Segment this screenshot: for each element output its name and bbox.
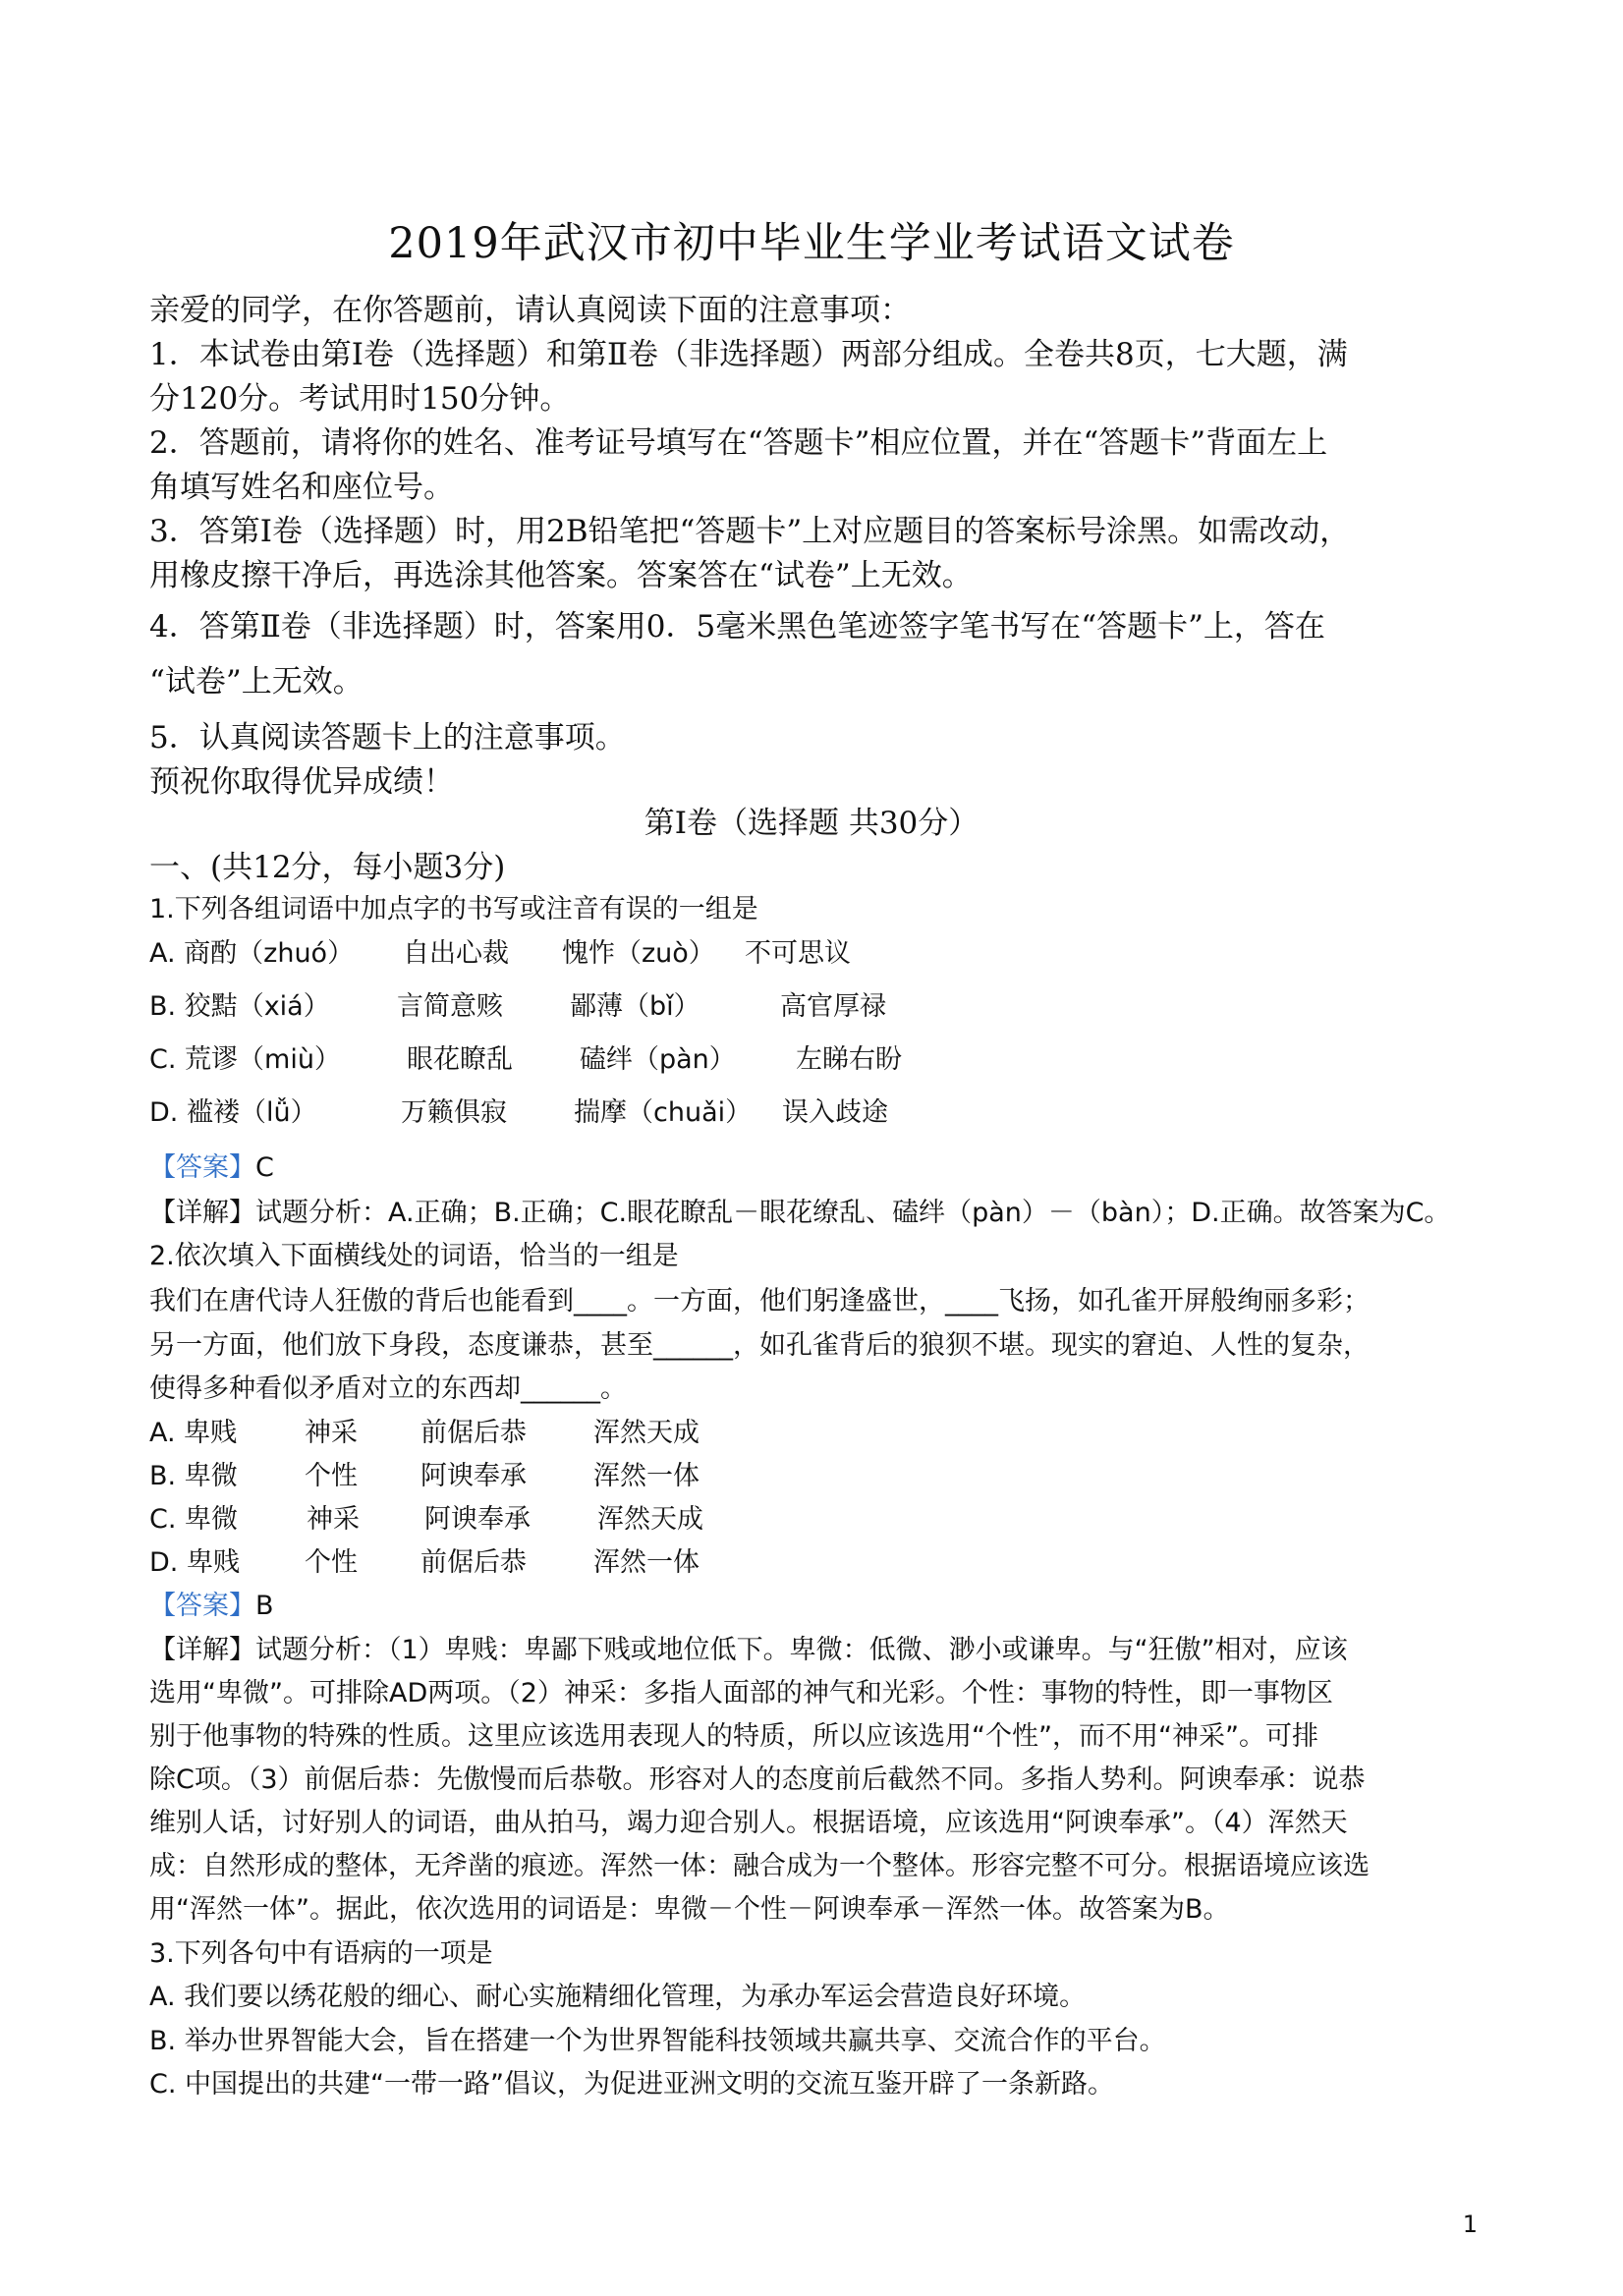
q1-option-d <box>149 1091 888 1129</box>
q2-detail-line-4: 除C项。（3）前倨后恭：先傲慢而后恭敬。形容对人的态度前后截然不同。多指人势利。阿谀奉承：说恭 <box>149 1764 1366 1795</box>
option-cell: 言简意赅 <box>397 991 503 1022</box>
q2-passage-line-3: 使得多种看似矛盾对立的东西却______。 <box>149 1373 627 1404</box>
option-cell: 鄙薄（bǐ） <box>570 991 700 1022</box>
answer-value: B <box>255 1591 274 1621</box>
notice-item-4a: 4．答第Ⅱ卷（非选择题）时，答案用0．5毫米黑色笔迹签字笔书写在“答题卡”上，答在 <box>149 609 1325 644</box>
q2-detail-line-1 <box>149 1628 1348 1666</box>
detail-text: 试题分析：（1）卑贱：卑鄙下贱或地位低下。卑微：低微、渺小或谦卑。与“狂傲”相对，应该 <box>255 1635 1348 1665</box>
option-cell: 愧怍（zuò） <box>562 938 715 969</box>
option-cell: 个性 <box>305 1461 358 1491</box>
answer-label: 【答案】 <box>149 1591 255 1621</box>
detail-label: 【详解】 <box>149 1198 255 1228</box>
option-cell: 神采 <box>307 1504 360 1535</box>
notice-item-5: 5．认真阅读答题卡上的注意事项。 <box>149 720 626 756</box>
notice-item-4b: “试卷”上无效。 <box>149 664 364 700</box>
option-cell: 浑然一体 <box>593 1547 700 1578</box>
notice-intro: 亲爱的同学，在你答题前，请认真阅读下面的注意事项： <box>149 293 911 328</box>
q1-stem: 1.下列各组词语中加点字的书写或注音有误的一组是 <box>149 894 758 924</box>
q1-option-b <box>149 984 886 1023</box>
q1-answer <box>149 1146 274 1184</box>
option-cell: A. 卑贱 <box>149 1418 238 1448</box>
detail-label: 【详解】 <box>149 1635 255 1665</box>
notice-item-3a: 3．答第Ⅰ卷（选择题）时，用2B铅笔把“答题卡”上对应题目的答案标号涂黑。如需改动， <box>149 514 1351 549</box>
option-cell: D. 卑贱 <box>149 1547 240 1578</box>
q2-detail-line-6: 成：自然形成的整体，无斧凿的痕迹。浑然一体：融合成为一个整体。形容完整不可分。根据语境应该选 <box>149 1851 1370 1881</box>
option-cell: 不可思议 <box>745 938 851 969</box>
notice-item-2a: 2．答题前，请将你的姓名、准考证号填写在“答题卡”相应位置，并在“答题卡”背面左上 <box>149 425 1328 461</box>
q2-option-b <box>149 1454 700 1492</box>
q2-passage-line-2: 另一方面，他们放下身段，态度谦恭，甚至______，如孔雀背后的狼狈不堪。现实的窘迫、人性的复杂， <box>149 1330 1370 1361</box>
q2-detail-line-7: 用“浑然一体”。据此，依次选用的词语是：卑微－个性－阿谀奉承－浑然一体。故答案为B。 <box>149 1894 1230 1925</box>
option-cell: 阿谀奉承 <box>424 1504 531 1535</box>
q2-option-d <box>149 1540 700 1579</box>
q2-option-c <box>149 1497 703 1536</box>
q3-stem: 3.下列各句中有语病的一项是 <box>149 1938 493 1969</box>
exam-title: 2019年武汉市初中毕业生学业考试语文试卷 <box>388 219 1235 268</box>
option-cell: 浑然天成 <box>597 1504 703 1535</box>
option-cell: 左睇右盼 <box>796 1044 902 1075</box>
option-cell: C. 荒谬（miù） <box>149 1044 341 1075</box>
option-cell: 眼花瞭乱 <box>407 1044 513 1075</box>
option-cell: 磕绊（pàn） <box>580 1044 736 1075</box>
option-cell: 前倨后恭 <box>420 1418 527 1448</box>
notice-wish: 预祝你取得优异成绩！ <box>149 764 454 800</box>
q3-option-b: B. 举办世界智能大会，旨在搭建一个为世界智能科技领域共赢共享、交流合作的平台。 <box>149 2026 1166 2056</box>
q3-option-c: C. 中国提出的共建“一带一路”倡议，为促进亚洲文明的交流互鉴开辟了一条新路。 <box>149 2069 1114 2100</box>
page-number: 1 <box>1462 2211 1478 2238</box>
answer-value: C <box>255 1152 274 1183</box>
q2-answer <box>149 1584 274 1622</box>
option-cell: 神采 <box>305 1418 358 1448</box>
option-cell: 浑然一体 <box>593 1461 700 1491</box>
option-cell: D. 褴褛（lǚ） <box>149 1097 317 1128</box>
q3-option-a: A. 我们要以绣花般的细心、耐心实施精细化管理，为承办军运会营造良好环境。 <box>149 1982 1087 2012</box>
q2-option-a <box>149 1411 700 1449</box>
notice-item-2b: 角填写姓名和座位号。 <box>149 470 454 505</box>
option-cell: 自出心裁 <box>403 938 509 969</box>
q2-passage-line-1: 我们在唐代诗人狂傲的背后也能看到____。一方面，他们躬逢盛世，____飞扬，如孔雀开屏般绚丽多彩； <box>149 1286 1370 1316</box>
q2-detail-line-2: 选用“卑微”。可排除AD两项。（2）神采：多指人面部的神气和光彩。个性：事物的特性，即一事物区 <box>149 1678 1333 1708</box>
notice-item-3b: 用橡皮擦干净后，再选涂其他答案。答案答在“试卷”上无效。 <box>149 558 973 593</box>
option-cell: A. 商酌（zhuó） <box>149 938 355 969</box>
option-cell: 前倨后恭 <box>420 1547 527 1578</box>
option-cell: B. 狡黠（xiá） <box>149 991 330 1022</box>
q1-option-c <box>149 1037 902 1076</box>
q1-detail <box>149 1191 1450 1229</box>
q2-detail-line-5: 维别人话，讨好别人的词语，曲从拍马，竭力迎合别人。根据语境，应该选用“阿谀奉承”。（4）浑然天 <box>149 1808 1348 1838</box>
section-heading: 一、(共12分，每小题3分) <box>149 850 506 885</box>
part-title: 第Ⅰ卷（选择题 共30分） <box>644 806 979 841</box>
answer-label: 【答案】 <box>149 1152 255 1183</box>
q2-stem: 2.依次填入下面横线处的词语，恰当的一组是 <box>149 1241 679 1271</box>
notice-item-1a: 1．本试卷由第Ⅰ卷（选择题）和第Ⅱ卷（非选择题）两部分组成。全卷共8页，七大题，满 <box>149 337 1348 372</box>
option-cell: 揣摩（chuǎi） <box>574 1097 753 1128</box>
option-cell: 万籁俱寂 <box>401 1097 507 1128</box>
detail-text: 试题分析：A.正确；B.正确；C.眼花瞭乱－眼花缭乱、磕绊（pàn）－（bàn）；D.正确。故答案为C。 <box>255 1198 1451 1228</box>
option-cell: 浑然天成 <box>593 1418 700 1448</box>
option-cell: 误入歧途 <box>782 1097 888 1128</box>
q1-option-a <box>149 931 851 970</box>
option-cell: 阿谀奉承 <box>420 1461 527 1491</box>
notice-item-1b: 分120分。考试用时150分钟。 <box>149 381 571 417</box>
q2-detail-line-3: 别于他事物的特殊的性质。这里应该选用表现人的特质，所以应该选用“个性”，而不用“神采”。可排 <box>149 1721 1318 1752</box>
option-cell: 个性 <box>305 1547 358 1578</box>
option-cell: C. 卑微 <box>149 1504 239 1535</box>
option-cell: 高官厚禄 <box>780 991 886 1022</box>
option-cell: B. 卑微 <box>149 1461 238 1491</box>
